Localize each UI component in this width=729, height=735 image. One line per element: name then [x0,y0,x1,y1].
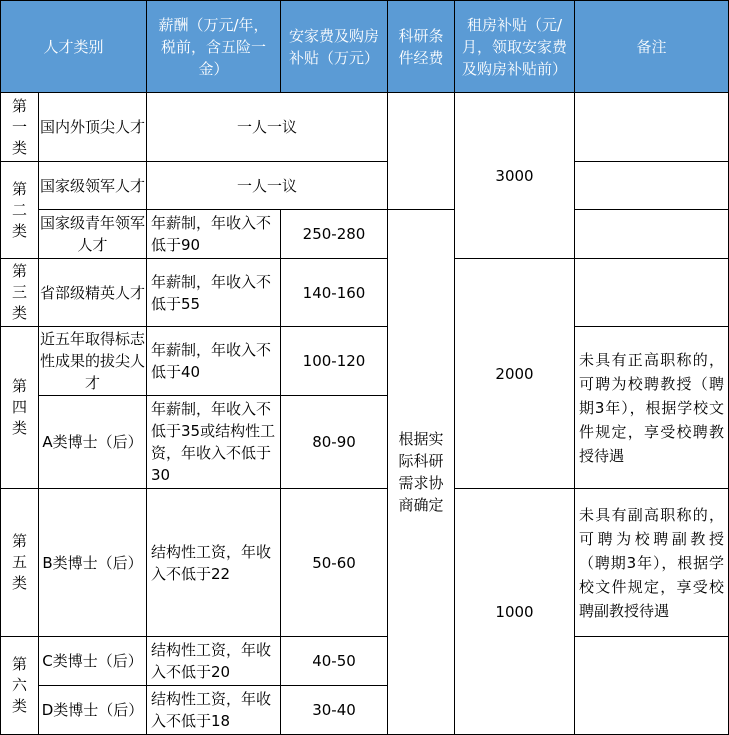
header-remark: 备注 [575,1,729,93]
class-label: 第五类 [1,489,39,637]
table-row [1,637,729,686]
research-empty-cell [388,93,455,210]
research-cell: 根据实际科研需求协商确定 [388,210,455,735]
remark-empty-cell [575,259,729,327]
table-row [1,93,729,162]
remark-empty-cell [575,162,729,210]
housing-cell: 140-160 [281,259,388,327]
housing-cell: 250-280 [281,210,388,259]
talent-type: A类博士（后） [39,396,147,489]
talent-type: B类博士（后） [39,489,147,637]
table-row [1,489,729,637]
class-label: 第二类 [1,162,39,259]
class-label: 第一类 [1,93,39,162]
remark-cell: 未具有正高职称的，可聘为校聘教授（聘期3年），根据学校文件规定，享受校聘教授待遇 [575,327,729,489]
talent-type: 国家级青年领军人才 [39,210,147,259]
talent-type: 近五年取得标志性成果的拔尖人才 [39,327,147,396]
housing-cell: 100-120 [281,327,388,396]
table-row [1,327,729,396]
salary-cell: 结构性工资，年收入不低于22 [147,489,281,637]
salary-cell: 年薪制，年收入不低于55 [147,259,281,327]
talent-type: 国家级领军人才 [39,162,147,210]
header-research: 科研条件经费 [388,1,455,93]
rent-value: 3000 [455,93,575,259]
remark-empty-cell [575,637,729,735]
rent-value: 1000 [455,489,575,735]
table-row [1,259,729,327]
header-category: 人才类别 [1,1,147,93]
salary-cell: 年薪制，年收入不低于40 [147,327,281,396]
salary-cell: 年薪制，年收入不低于90 [147,210,281,259]
talent-type: 国内外顶尖人才 [39,93,147,162]
salary-cell: 结构性工资，年收入不低于20 [147,637,281,686]
housing-cell: 40-50 [281,637,388,686]
talent-type: D类博士（后） [39,686,147,735]
salary-cell: 结构性工资，年收入不低于18 [147,686,281,735]
salary-cell: 年薪制，年收入不低于35或结构性工资，年收入不低于30 [147,396,281,489]
talent-type: C类博士（后） [39,637,147,686]
table-row [1,210,729,259]
remark-cell: 未具有副高职称的，可聘为校聘副教授（聘期3年），根据学校文件规定，享受校聘副教授待遇 [575,489,729,637]
negotiable-cell: 一人一议 [147,162,388,210]
remark-empty-cell [575,93,729,162]
header-rent: 租房补贴（元/月，领取安家费及购房补贴前） [455,1,575,93]
housing-cell: 80-90 [281,396,388,489]
header-housing: 安家费及购房补贴（万元） [281,1,388,93]
housing-cell: 50-60 [281,489,388,637]
rent-value: 2000 [455,259,575,489]
talent-type: 省部级精英人才 [39,259,147,327]
header-salary: 薪酬（万元/年，税前，含五险一金） [147,1,281,93]
header-row [1,1,729,93]
remark-empty-cell [575,210,729,259]
class-label: 第三类 [1,259,39,327]
table-row [1,162,729,210]
class-label: 第四类 [1,327,39,489]
class-label: 第六类 [1,637,39,735]
negotiable-cell: 一人一议 [147,93,388,162]
housing-cell: 30-40 [281,686,388,735]
